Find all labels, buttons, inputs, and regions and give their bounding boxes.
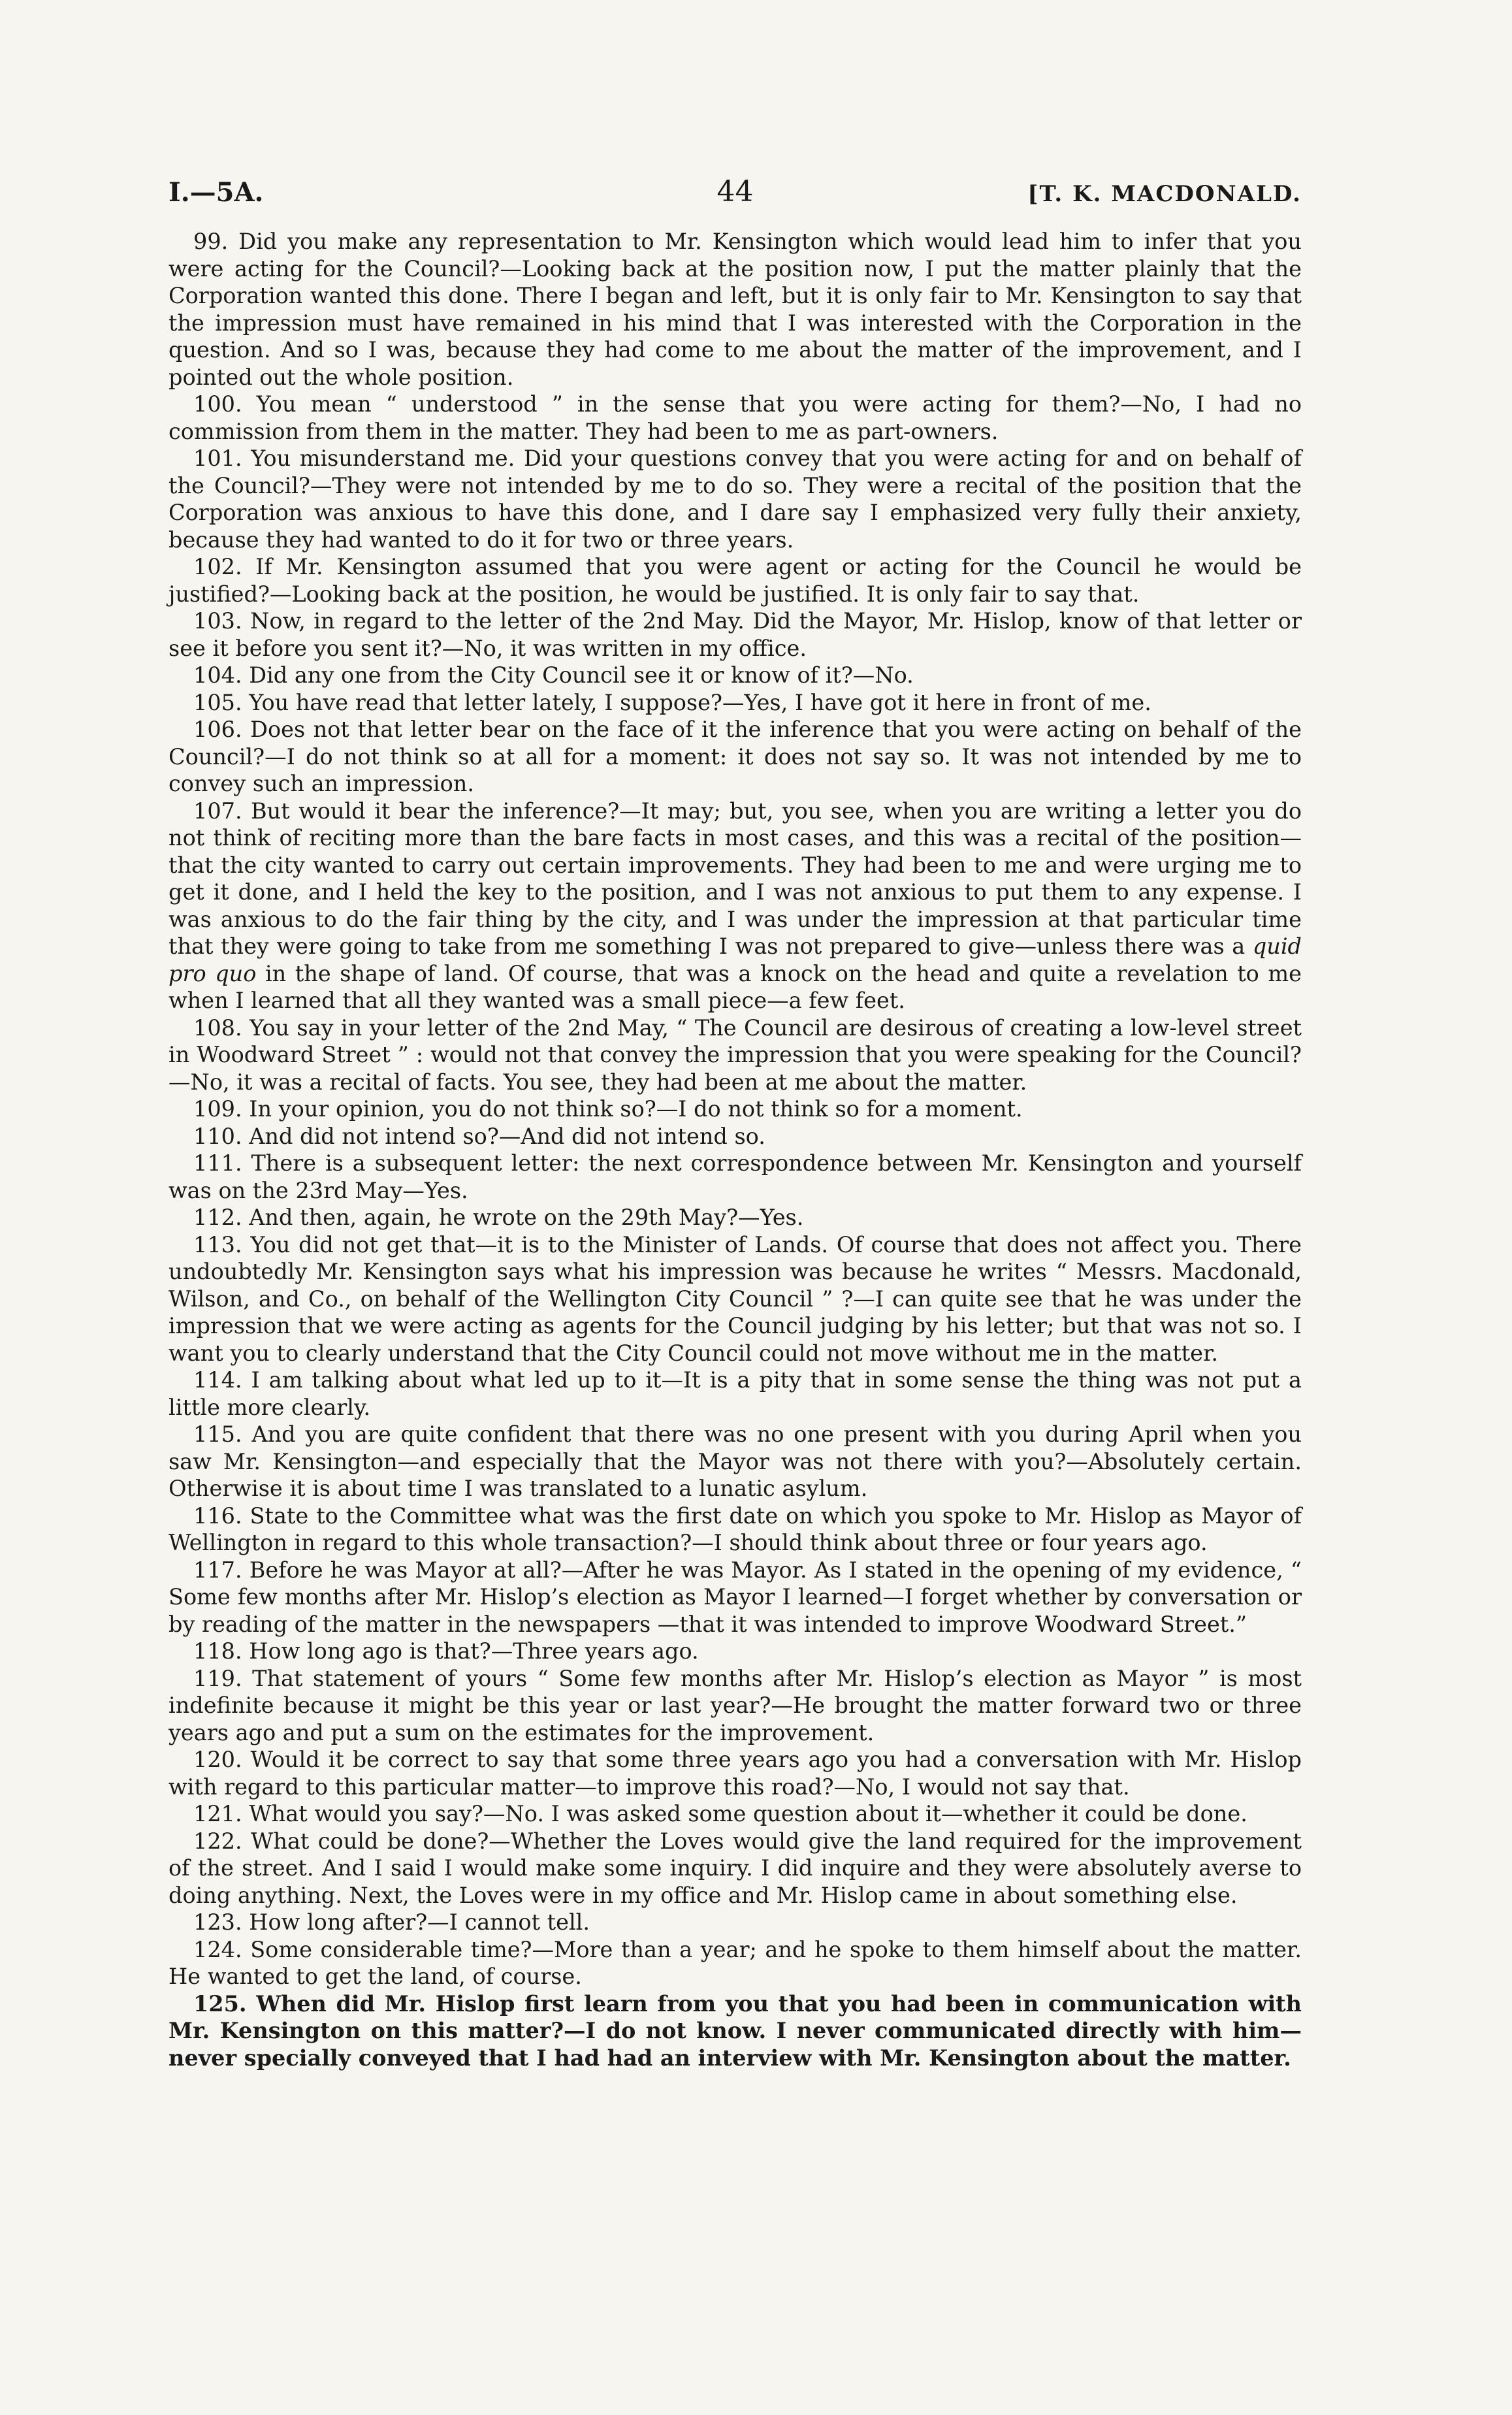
page-header: [169, 175, 1302, 208]
question-107-text-a: 107. But would it bear the inference?—It may; but, you see, when you are writing a letter you do not think of reciting more than the bare facts in most cases, and this was a recital of the position—that the city wanted to carry out certain improvements. They had been to me and were urging me to get it done, and I held the key to the position, and I was not anxious to put them to any expense. I was anxious to do the fair thing by the city, and I was under the impression at that particular time that they were going to take from me something I was not prepared to give—unless there was a: [169, 798, 1302, 959]
evidence-body: [169, 228, 1302, 2071]
question-112: 112. And then, again, he wrote on the 29th May?—Yes.: [193, 1205, 804, 1230]
question-103: 103. Now, in regard to the letter of the 2nd May. Did the Mayor, Mr. Hislop, know of that letter or see it before you sent it?—No, it was written in my office.: [169, 608, 1302, 661]
question-115: 115. And you are quite confident that there was no one present with you during April when you saw Mr. Kensington—and especially that the Mayor was not there with you?—Absolutely certain. Otherwise it is about time I was translated to a lunatic asylum.: [169, 1421, 1302, 1501]
question-111: 111. There is a subsequent letter: the next correspondence between Mr. Kensington and yourself was on the 23rd May—Yes.: [169, 1150, 1302, 1203]
question-106: 106. Does not that letter bear on the face of it the inference that you were acting on behalf of the Council?—I do not think so at all for a moment: it does not say so. It was not intended by me to convey such an impression.: [169, 717, 1302, 796]
header-witness-name: [T. K. MACDONALD.: [1027, 181, 1302, 207]
question-117: 117. Before he was Mayor at all?—After he was Mayor. As I stated in the opening of my evidence, “ Some few months after Mr. Hislop’s election as Mayor I learned—I forget whether by conversation or by reading of the matter in the newspapers —that it was intended to improve Woodward Street.”: [169, 1557, 1302, 1637]
question-107-latin-phrase: quid pro quo: [169, 933, 1302, 986]
question-121: 121. What would you say?—No. I was asked some question about it—whether it could be done.: [193, 1801, 1247, 1826]
question-125: 125. When did Mr. Hislop first learn from you that you had been in communication with Mr. Kensington on this matter?—I do not know. I never communicated directly with him—never specially conveyed that I had had an interview with Mr. Kensington about the matter.: [169, 1990, 1302, 2071]
question-116: 116. State to the Committee what was the first date on which you spoke to Mr. Hislop as Mayor of Wellington in regard to this whole transaction?—I should think about three or four years ago.: [169, 1502, 1302, 1555]
question-99: 99. Did you make any representation to Mr. Kensington which would lead him to infer that you were acting for the Council?—Looking back at the position now, I put the matter plainly that the Corporation wanted this done. There I began and left, but it is only fair to Mr. Kensington to say that the impression must have remained in his mind that I was interested with the Corporation in the question. And so I was, because they had come to me about the matter of the improvement, and I pointed out the whole position.: [169, 229, 1302, 390]
question-118: 118. How long ago is that?—Three years ago.: [193, 1638, 699, 1664]
question-105: 105. You have read that letter lately, I suppose?—Yes, I have got it here in front of me.: [193, 689, 1151, 715]
question-107: [169, 798, 1302, 1014]
question-110: 110. And did not intend so?—And did not intend so.: [193, 1123, 765, 1149]
question-124: 124. Some considerable time?—More than a year; and he spoke to them himself about the matter. He wanted to get the land, of course.: [169, 1936, 1302, 1989]
question-122: 122. What could be done?—Whether the Loves would give the land required for the improvement of the street. And I said I would make some inquiry. I did inquire and they were absolutely averse to doing anything. Next, the Loves were in my office and Mr. Hislop came in about something else.: [169, 1828, 1302, 1908]
question-102: 102. If Mr. Kensington assumed that you were agent or acting for the Council he would be justified?—Looking back at the position, he would be justified. It is only fair to say that.: [169, 554, 1302, 607]
document-page: [169, 175, 1302, 2071]
question-104: 104. Did any one from the City Council see it or know of it?—No.: [193, 662, 914, 688]
question-120: 120. Would it be correct to say that some three years ago you had a conversation with Mr. Hislop with regard to this particular matter—to improve this road?—No, I would not say that.: [169, 1747, 1302, 1800]
question-101: 101. You misunderstand me. Did your questions convey that you were acting for and on behalf of the Council?—They were not intended by me to do so. They were a recital of the position that the Corporation was anxious to have this done, and I dare say I emphasized very fully their anxiety, because they had wanted to do it for two or three years.: [169, 446, 1302, 553]
question-108: 108. You say in your letter of the 2nd May, “ The Council are desirous of creating a low-level street in Woodward Street ” : would not that convey the impression that you were speaking for the Council?—No, it was a recital of facts. You see, they had been at me about the matter.: [169, 1014, 1302, 1095]
question-109: 109. In your opinion, you do not think so?—I do not think so for a moment.: [193, 1096, 1023, 1122]
question-119: 119. That statement of yours “ Some few months after Mr. Hislop’s election as Mayor ” is most indefinite because it might be this year or last year?—He brought the matter forward two or three years ago and put a sum on the estimates for the improvement.: [169, 1665, 1302, 1745]
question-107-text-b: in the shape of land. Of course, that was a knock on the head and quite a revelation to me when I learned that all they wanted was a small piece—a few feet.: [169, 960, 1302, 1013]
question-114: 114. I am talking about what led up to it—It is a pity that in some sense the thing was not put a little more clearly.: [169, 1367, 1302, 1420]
header-reference: I.—5A.: [169, 177, 264, 208]
question-123: 123. How long after?—I cannot tell.: [193, 1909, 590, 1935]
question-100: 100. You mean “ understood ” in the sense that you were acting for them?—No, I had no commission from them in the matter. They had been to me as part-owners.: [169, 391, 1302, 444]
page-number: 44: [716, 175, 754, 208]
question-113: 113. You did not get that—it is to the Minister of Lands. Of course that does not affect you. There undoubtedly Mr. Kensington says what his impression was because he writes “ Messrs. Macdonald, Wilson, and Co., on behalf of the Wellington City Council ” ?—I can quite see that he was under the impression that we were acting as agents for the Council judging by his letter; but that was not so. I want you to clearly understand that the City Council could not move without me in the matter.: [169, 1231, 1302, 1366]
